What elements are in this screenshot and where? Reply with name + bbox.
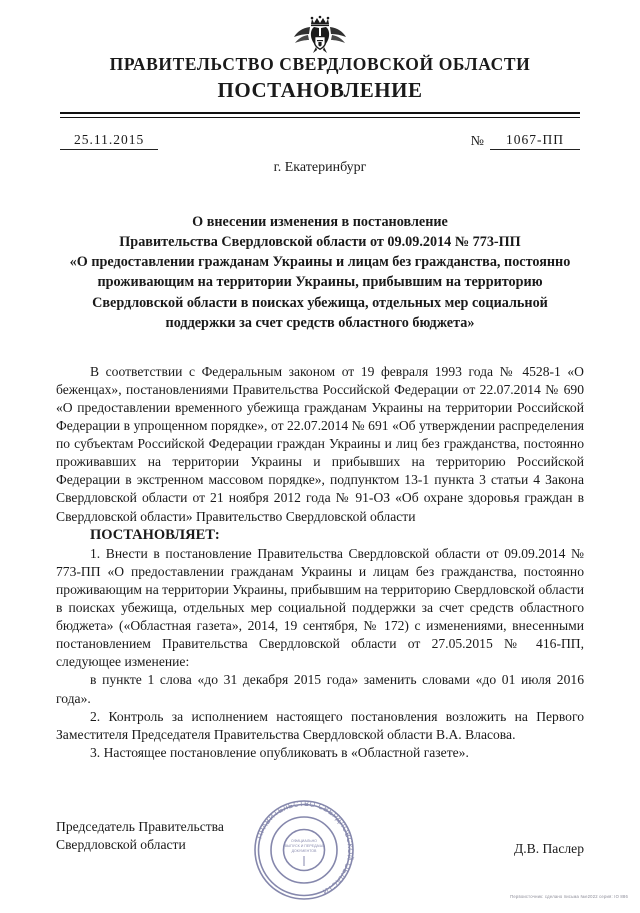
- date-value: 25.11.2015: [60, 132, 158, 150]
- svg-text:ВЫПУСК И ПЕРЕДАЧА: ВЫПУСК И ПЕРЕДАЧА: [284, 844, 324, 848]
- item-2: 2. Контроль за исполнением настоящего постановления возложить на Первого Заместителя Председателя Правительства Свердловской области В.А. Власова.: [56, 708, 584, 742]
- title-line-2: Правительства Свердловской области от 09.09.2014 № 773-ПП: [119, 234, 521, 251]
- number-value: 1067-ПП: [490, 132, 580, 150]
- svg-text:ОФИЦИАЛЬНО: ОФИЦИАЛЬНО: [291, 839, 317, 843]
- title-line-6: поддержки за счет средств областного бюджета»: [165, 314, 475, 331]
- item-3: 3. Настоящее постановление опубликовать в «Областной газете».: [90, 744, 469, 760]
- number-sign: №: [470, 134, 484, 149]
- svg-text:ПРАВИТЕЛЬСТВО СВЕРДЛОВСКОЙ ОБЛ: ПРАВИТЕЛЬСТВО СВЕРДЛОВСКОЙ ОБЛАСТИ: [254, 798, 356, 897]
- document-title: [46, 212, 594, 333]
- title-line-3: «О предоставлении гражданам Украины и лицам без гражданства, постоянно: [69, 254, 571, 271]
- signer-position-line-1: Председатель Правительства: [56, 819, 224, 834]
- header-divider: [60, 112, 580, 118]
- item-1-sub: в пункте 1 слова «до 31 декабря 2015 года» заменить словами «до 01 июля 2016 года».: [56, 672, 584, 706]
- emblem-container: [0, 0, 640, 52]
- doc-type: ПОСТАНОВЛЕНИЕ: [217, 78, 423, 102]
- item-1: 1. Внести в постановление Правительства Свердловской области от 09.09.2014 № 773-ПП «О предоставлении гражданам Украины и лицам без гражданства, постоянно проживающим на территории Украины, прибывшим на территорию Свердловской области в поисках убежища, отдельных мер социальной поддержки за счет средств областного бюджета» («Областная газета», 2014, 19 сентября, № 172) с изменениями, внесенными постановлением Правительства Свердловской области от 27.05.2015 № 416-ПП, следующее изменение:: [56, 545, 584, 670]
- coat-of-arms-icon: [292, 14, 348, 59]
- preamble-paragraph: В соответствии с Федеральным законом от 19 февраля 1993 года № 4528-1 «О беженцах», постановлениями Правительства Российской Федерации от 22.07.2014 № 690 «О предоставлении временного убежища гражданам Украины на территории Российской Федерации в упрощенном порядке», от 22.07.2014 № 691 «Об утверждении распределения по субъектам Российской Федерации граждан Украины и лиц без гражданства, постоянно проживавших на территории Украины и прибывших на территорию Российской Федерации в экстренном массовом порядке», подпунктом 13-1 пункта 3 статьи 4 Закона Свердловской области от 21 ноября 2012 года № 91-ОЗ «Об охране здоровья граждан в Свердловской области» Правительство Свердловской области: [56, 363, 584, 524]
- title-line-4: проживающим на территории Украины, прибывшим на территорию: [97, 274, 543, 291]
- signer-position-line-2: Свердловской области: [56, 837, 186, 853]
- signature-row: [56, 818, 584, 858]
- resolves-word: ПОСТАНОВЛЯЕТ:: [90, 526, 220, 543]
- date-field: [60, 132, 158, 150]
- document-header: [0, 54, 640, 118]
- footer-microtext: Первоисточник: сделано письма №e2022 серия: IО 886: [510, 894, 628, 899]
- document-body: [56, 363, 584, 762]
- meta-row: [60, 132, 580, 150]
- title-line-5: Свердловской области в поисках убежища, отдельных мер социальной: [92, 294, 548, 311]
- gov-title: ПРАВИТЕЛЬСТВО СВЕРДЛОВСКОЙ ОБЛАСТИ: [109, 54, 531, 74]
- svg-text:ДОКУМЕНТОВ: ДОКУМЕНТОВ: [291, 849, 317, 853]
- title-line-1: О внесении изменения в постановление: [192, 214, 448, 230]
- signer-name: Д.В. Паслер: [513, 841, 584, 856]
- city-line: г. Екатеринбург: [273, 160, 367, 175]
- number-field: [471, 132, 580, 150]
- signer-position: [56, 818, 224, 854]
